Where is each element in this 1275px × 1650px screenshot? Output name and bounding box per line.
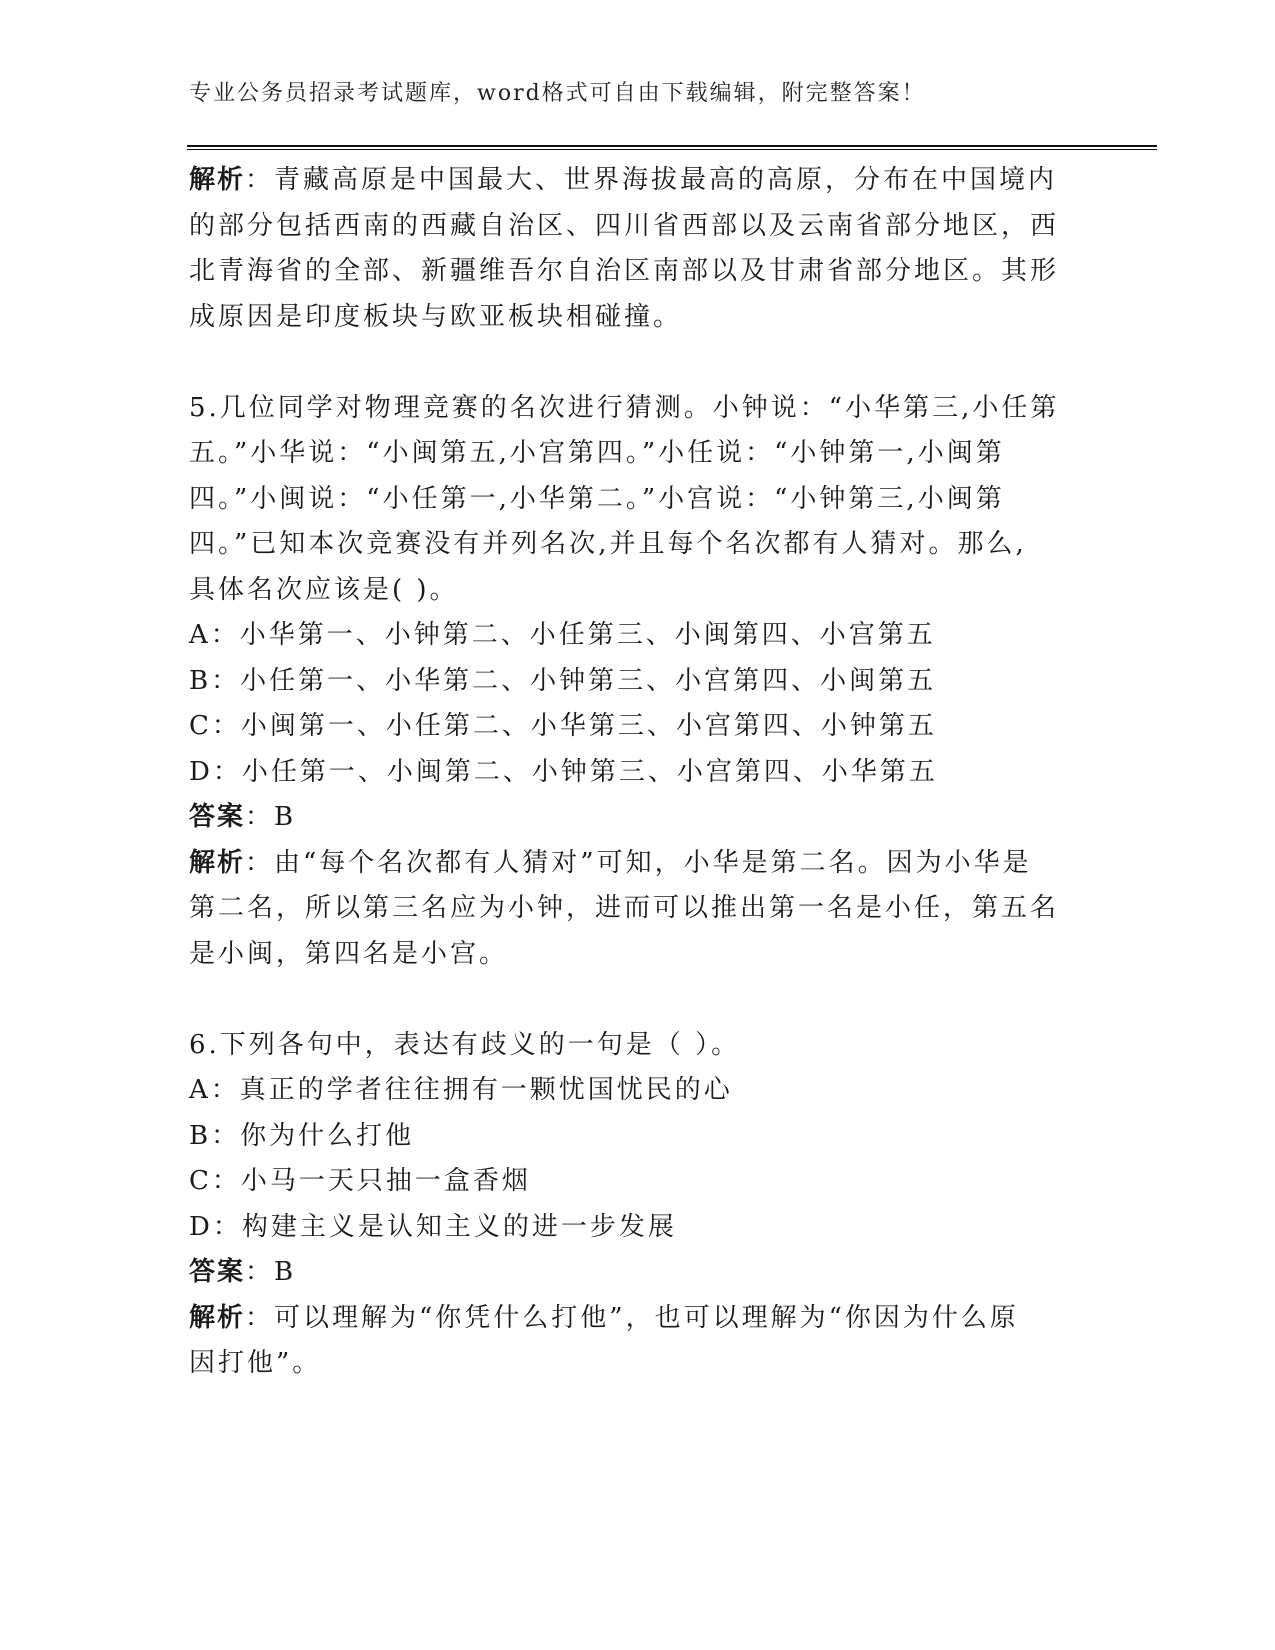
q6-option-a: A：真正的学者往往拥有一颗忧国忧民的心 — [189, 1075, 733, 1105]
q6-analysis-line-2: 因打他”。 — [189, 1348, 322, 1378]
q5-option-a: A：小华第一、小钟第二、小任第三、小闽第四、小宫第五 — [189, 620, 936, 650]
q5-stem-line-2: 五。”小华说：“小闽第五,小宫第四。”小任说：“小钟第一,小闽第 — [189, 438, 1005, 468]
q5-answer-label: 答案 — [189, 802, 246, 832]
q5-option-c: C：小闽第一、小任第二、小华第三、小宫第四、小钟第五 — [189, 711, 937, 741]
q4-analysis-line-3: 北青海省的全部、新疆维吾尔自治区南部以及甘肃省部分地区。其形 — [189, 256, 1060, 286]
q6-answer-value: ：B — [245, 1257, 297, 1287]
header-rule — [187, 145, 1157, 147]
q5-option-b: B：小任第一、小华第二、小钟第三、小宫第四、小闽第五 — [189, 665, 937, 696]
q5-analysis-line-3: 是小闽，第四名是小宫。 — [189, 938, 509, 969]
header-rule-thin — [187, 149, 1157, 150]
q5-stem-line-3: 四。”小闽说：“小任第一,小华第二。”小宫说：“小钟第三,小闽第 — [189, 483, 1005, 514]
spacer — [189, 977, 1069, 1023]
q6-stem: 6.下列各句中，表达有歧义的一句是（ ）。 — [189, 1029, 741, 1060]
page-header-text: 专业公务员招录考试题库，word格式可自由下载编辑，附完整答案！ — [189, 81, 926, 106]
q5-stem-line-4: 四。”已知本次竞赛没有并列名次,并且每个名次都有人猜对。那么, — [189, 529, 1027, 559]
q6-option-b: B：你为什么打他 — [189, 1120, 415, 1151]
q5-answer-value: ：B — [245, 802, 297, 832]
q4-analysis-label: 解析 — [189, 165, 246, 195]
q6-answer — [189, 1250, 1069, 1296]
q6-option-d: D：构建主义是认知主义的进一步发展 — [189, 1211, 677, 1242]
q4-analysis-line-4: 成原因是印度板块与欧亚板块相碰撞。 — [189, 301, 683, 332]
q6-option-c: C：小马一天只抽一盒香烟 — [189, 1166, 531, 1196]
q6-analysis-label: 解析 — [189, 1302, 246, 1333]
q6-analysis-line-1: 解析：可以理解为“你凭什么打他”，也可以理解为“你因为什么原 — [189, 1302, 1019, 1333]
q5-answer — [189, 795, 1069, 841]
document-body — [189, 158, 1069, 1387]
q4-analysis-line-2: 的部分包括西南的西藏自治区、四川省西部以及云南省部分地区，西 — [189, 210, 1060, 241]
q6-answer-label: 答案 — [189, 1257, 246, 1287]
q5-analysis-line-1: 解析：由“每个名次都有人猜对”可知，小华是第二名。因为小华是 — [189, 847, 1032, 878]
spacer — [189, 340, 1069, 386]
q4-analysis-line-1: 解析：青藏高原是中国最大、世界海拔最高的高原，分布在中国境内 — [189, 165, 1058, 195]
q5-analysis-label: 解析 — [189, 847, 246, 878]
q5-analysis-line-2: 第二名，所以第三名应为小钟，进而可以推出第一名是小任，第五名 — [189, 893, 1060, 923]
q5-stem-line-5: 具体名次应该是( )。 — [189, 574, 459, 605]
q5-option-d: D：小任第一、小闽第二、小钟第三、小宫第四、小华第五 — [189, 756, 938, 787]
q5-stem-line-1: 5.几位同学对物理竞赛的名次进行猜测。小钟说：“小华第三,小任第 — [189, 392, 1060, 423]
